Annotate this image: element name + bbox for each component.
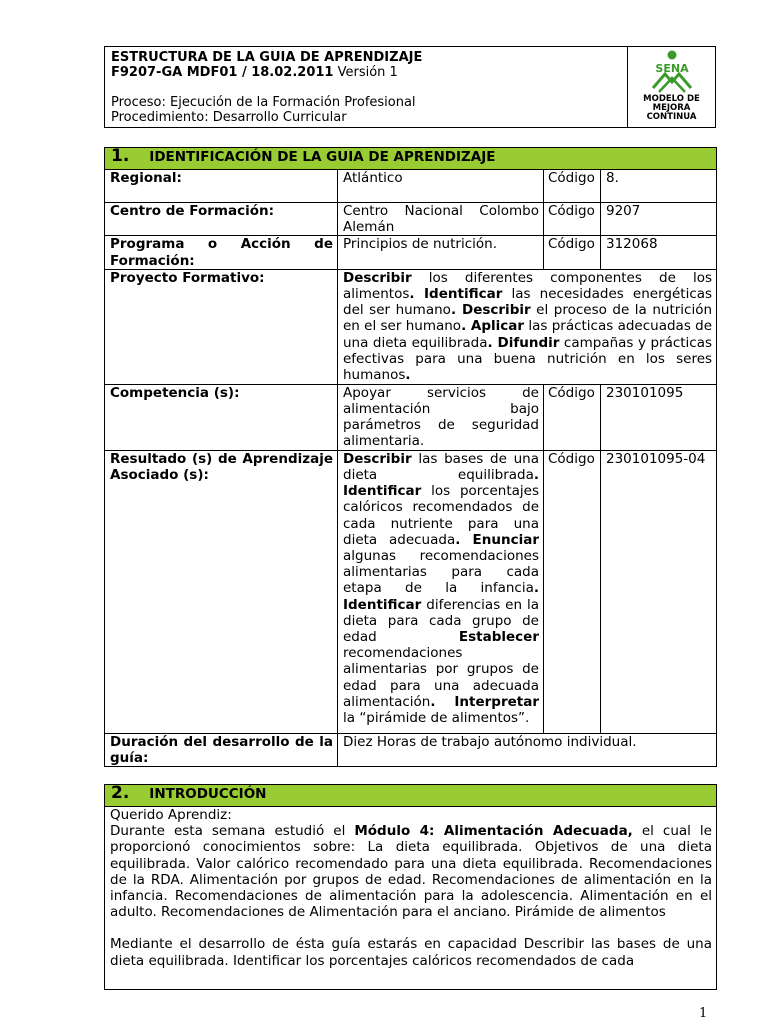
sena-logo-box: [628, 47, 715, 127]
table-row: [105, 236, 717, 269]
logo-brand-text: SENA: [654, 62, 689, 75]
section1-title: IDENTIFICACIÓN DE LA GUIA DE APRENDIZAJE: [149, 149, 496, 165]
intro-greeting: Querido Aprendiz:: [110, 807, 232, 823]
programa-label: Programa o Acción de Formación:: [105, 236, 338, 269]
header-info: [105, 47, 628, 127]
regional-value: Atlántico: [338, 170, 544, 203]
codigo-label: Código: [544, 450, 601, 733]
doc-procedimiento: Procedimiento: Desarrollo Curricular: [111, 110, 347, 125]
centro-code: 9207: [601, 203, 717, 236]
resultado-label: Resultado (s) de Aprendizaje Asociado (s):: [105, 450, 338, 733]
doc-code: F9207-GA MDF01 / 18.02.2011: [111, 65, 334, 80]
section1-number: 1.: [111, 147, 130, 166]
table-row: [105, 450, 717, 733]
centro-label: Centro de Formación:: [105, 203, 338, 236]
intro-paragraph-1: Durante esta semana estudió el Módulo 4: Alimentación Adecuada, el cual le proporcionó conocimientos sobre: La dieta equilibrada. Objetivos de una dieta equilibrada. Valor calórico recomendado para una dieta equilibrada. Recomendaciones de la RDA. Alimentación por grupos de edad. Recomendaciones de alimentación en la infancia. Recomendaciones de alimentación para la adolescencia. Alimentación en el adulto. Recomendaciones de Alimentación para el anciano. Pirámide de alimentos: [110, 823, 712, 921]
programa-value: Principios de nutrición.: [338, 236, 544, 269]
programa-code: 312068: [601, 236, 717, 269]
competencia-label: Competencia (s):: [105, 384, 338, 450]
centro-value: Centro Nacional Colombo Alemán: [338, 203, 544, 236]
duracion-value: Diez Horas de trabajo autónomo individual.: [338, 733, 717, 766]
resultado-code: 230101095-04: [601, 450, 717, 733]
duracion-label: Duración del desarrollo de la guía:: [105, 733, 338, 766]
identification-table: [104, 147, 717, 767]
regional-code: 8.: [601, 170, 717, 203]
introduction-body: [105, 807, 717, 990]
table-row: [105, 170, 717, 203]
section2-title: INTRODUCCIÓN: [149, 786, 267, 802]
section2-number: 2.: [111, 784, 130, 803]
introduction-table: [104, 784, 717, 990]
codigo-label: Código: [544, 203, 601, 236]
doc-version: Versión 1: [337, 65, 398, 80]
document-header: [104, 46, 716, 128]
codigo-label: Código: [544, 170, 601, 203]
resultado-value: Describir las bases de una dieta equilibrada. Identificar los porcentajes calóricos recomendados de cada nutriente para una dieta adecuada. Enunciar algunas recomendaciones alimentarias para cada etapa de la infancia. Identificar diferencias en la dieta para cada grupo de edad Establecer recomendaciones alimentarias por grupos de edad para una adecuada alimentación. Interpretar la “pirámide de alimentos”.: [338, 450, 544, 733]
page-number: 1: [699, 1006, 708, 1021]
section1-header: [105, 148, 717, 170]
table-row: [105, 384, 717, 450]
doc-proceso: Proceso: Ejecución de la Formación Profesional: [111, 95, 416, 110]
section2-header: [105, 785, 717, 807]
table-row: [105, 203, 717, 236]
table-row: [105, 733, 717, 766]
regional-label: Regional:: [105, 170, 338, 203]
proyecto-value: Describir los diferentes componentes de los alimentos. Identificar las necesidades energéticas del ser humano. Describir el proceso de la nutrición en el ser humano. Aplicar las prácticas adecuadas de una dieta equilibrada. Difundir campañas y prácticas efectivas para una buena nutrición en los seres humanos.: [338, 269, 717, 384]
table-row: [105, 269, 717, 384]
logo-caption: MODELO DE MEJORA CONTINUA: [643, 94, 700, 122]
codigo-label: Código: [544, 384, 601, 450]
doc-title: ESTRUCTURA DE LA GUIA DE APRENDIZAJE: [111, 50, 423, 65]
proyecto-label: Proyecto Formativo:: [105, 269, 338, 384]
competencia-value: Apoyar servicios de alimentación bajo parámetros de seguridad alimentaria.: [338, 384, 544, 450]
intro-paragraph-2: Mediante el desarrollo de ésta guía estarás en capacidad Describir las bases de una dieta equilibrada. Identificar los porcentajes calóricos recomendados de cada: [110, 936, 712, 969]
competencia-code: 230101095: [601, 384, 717, 450]
sena-logo-icon: [649, 50, 695, 94]
codigo-label: Código: [544, 236, 601, 269]
doc-code-line: [111, 65, 621, 80]
